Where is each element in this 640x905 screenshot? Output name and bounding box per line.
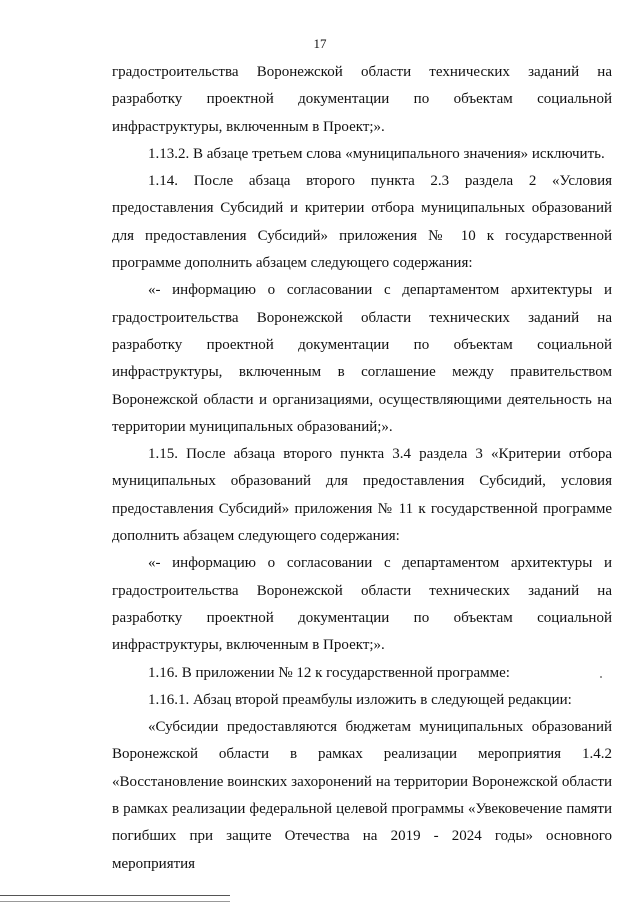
paragraph-quote-1-15: «- информацию о согласовании с департаментом архитектуры и градостроительства Воронежской области технических заданий на разработку проектной документации по объектам социальной инфраструктуры, включенным в Проект;». bbox=[112, 555, 612, 654]
paragraph-quote-1-16-1: «Субсидии предоставляются бюджетам муниципальных образований Воронежской области в рамках реализации мероприятия 1.4.2 «Восстановление воинских захоронений на территории Воронежской области в рамках реализации федеральной целевой программы «Увековечение памяти погибших при защите Отечества на 2019 - 2024 годы» основного мероприятия bbox=[112, 719, 612, 872]
scan-edge-line-lower bbox=[0, 901, 230, 902]
page-number: 17 bbox=[313, 36, 327, 51]
paragraph-1-14: 1.14. После абзаца второго пункта 2.3 раздела 2 «Условия предоставления Субсидий и критерии отбора муниципальных образований для предоставления Субсидий» приложения № 10 к государственной программе дополнить абзацем следующего содержания: bbox=[112, 173, 612, 272]
paragraph-1-13-2: 1.13.2. В абзаце третьем слова «муниципального значения» исключить. bbox=[148, 145, 605, 162]
scan-edge-line bbox=[0, 895, 230, 896]
document-body bbox=[112, 59, 612, 878]
paragraph-quote-1-14: «- информацию о согласовании с департаментом архитектуры и градостроительства Воронежской области технических заданий на разработку проектной документации по объектам социальной инфраструктуры, включенным в соглашение между правительством Воронежской области и организациями, осуществляющими деятельность на территории муниципальных образований;». bbox=[112, 282, 612, 435]
paragraph-continuation: градостроительства Воронежской области технических заданий на разработку проектной документации по объектам социальной инфраструктуры, включенным в Проект;». bbox=[112, 64, 612, 135]
paragraph-1-15: 1.15. После абзаца второго пункта 3.4 раздела 3 «Критерии отбора муниципальных образований для предоставления Субсидий, условия предоставления Субсидий» приложения № 11 к государственной программе дополнить абзацем следующего содержания: bbox=[112, 446, 612, 545]
paragraph-1-16: 1.16. В приложении № 12 к государственной программе: bbox=[148, 664, 510, 681]
paragraph-1-16-1: 1.16.1. Абзац второй преамбулы изложить в следующей редакции: bbox=[148, 691, 572, 708]
scan-speck bbox=[600, 676, 602, 678]
